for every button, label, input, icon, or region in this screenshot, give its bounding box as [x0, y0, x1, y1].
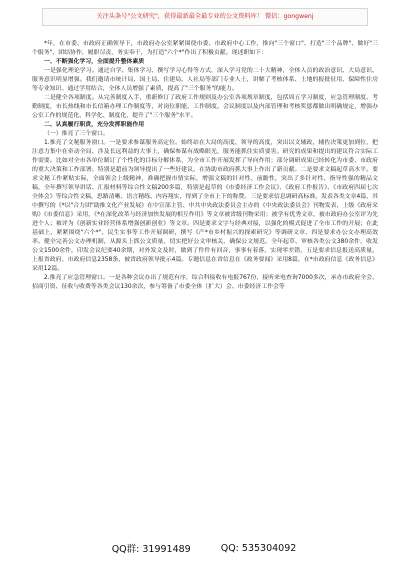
banner-text: 关注头条号"公文研究"，获得最新最全最专业的公文资料库！ 微信：gongwenj — [96, 13, 314, 20]
wechat-promo-banner — [42, 8, 368, 26]
document-body — [32, 40, 378, 292]
section-heading: 二、认真履行职责，充分发挥职能作用 — [44, 122, 145, 128]
qq-number: QQ: 535304092 — [220, 542, 297, 554]
body-paragraph: 2.推亮了应急管理窗口。一是各种会议办出了规范有序，综合科接收有电报767份，接听来电查询7000多次，承办市政府全会、招商引资、征收与收费等各类会议130余次，参与筹备了市委全体（扩大）会、市委经济工作会等 — [32, 275, 378, 290]
section-heading: 一、不断强化学习，全面提升整体素质 — [44, 59, 145, 65]
body-paragraph: 二是健全各项制度。从完善制度入手，重新修订了政府工作规则及办公室各项规章制度，包括周五学习制度，应急管理制度、考勤制度，市长热线和市长信箱办理工作制度等，对岗位职能、工作制度、会议制度以及内部管理和考核奖惩都做出明确规定，增强办公室工作的规范化、科学化、制度化，提升了"三个服务"水平。 — [32, 95, 378, 119]
subsection-heading: （一）推亮了三个窗口。 — [44, 131, 109, 137]
body-paragraph: *年，在市委、市政府正确领导下，市政府办公室紧紧围绕市委、市政府中心工作，推向"三个窗口"、打造"三个品牌"、做好"三个服务"，团结协作，履职尽责，务实奉干，为打造"六个*"作出了积极贡献。现述职如下： — [32, 41, 378, 56]
qq-group-number: QQ群: 31991489 — [111, 544, 191, 555]
body-paragraph: 1.推亮了文秘服务窗口。一是要求参谋服务高定位。始终站在大局的高度、领导的高度，突出以文辅政，辅佐决策更加到位，把注意力集中在牵动全局、涉及长远利益的大事上，确保参谋有战略眼光，服务能抓住实质要害。研究的成果和提出的建议符合实际工作需要。比如对全市各单位制订了个性化的目标分解体系，为全市工作开展发挥了导向作用；部分调研成果已经转化为市委、市政府的重大决策和工作部署。特别是超前为领导提出了一些好建议，在协助市政府抓大事上作出了新贡献。二是要求文稿起草高水平。要求文秘工作紧贴实际，全面领会上级精神，准确把握市情实际，增强文稿的针对性、前瞻性，突出了多针对性、指导性强的精品文稿，全年撰写领导讲话、汇报材料等综合性文稿200多篇，特别是起草的《市委经济工作会议》、《政府工作报告》、《市政府四届七次全体会》等综合性文稿，思路清晰、语言精练、内容翔实，得到了全市上下的称赞。三是要求信息调研高标准。发表各类文章4篇，其中撰写的《*以"合力团"助推文化产业发展》在中宣部主管、中共中央政法委员会主办的《中央政法委员会》刊物发表，上级《政府采购》《市委信息》采用，《*在深化改革与经济加快发展的相互作用》等文章被省级刊物采用；被学有优秀文章，被市政府办公室评为先进个人；被评为《创新实业经营体系增强创新创业》等文章。四是要求文字与经典对接，以强化的模式促进了全市工作的开展；在此基础上，紧紧围绕"六个*"、民生实事等工作开展调研，撰写《产*市乡村振兴的探索研究》等调研文章，四是要求办公文办理高效率。健全完善公文办理机制，从源头上抓公文质量，切实把好公文审核关，确保公文规范。全年起草、审核各类公文380余件，收发公文1500余件，印发会议纪要40余期，对外发文及时，做到了件件有回音，事事有着落，实现零差错，五是要求信息报送高质量。上报省政府、市政府信息2358条，被省政府领导批示4篇。专题信息在省信息在《政务要闻》采用8篇，在*市政府信息《政务信息》采用12篇。 — [32, 140, 378, 272]
body-paragraph: 一是强化理论学习。通过自学、集体学习、撰写学习心得等方式，深入学习党的二十大精神，全体人员的政治意识、大局意识、服务意识明显增强。我们邀请市统计局、国土局、住建局、人社局等部门专业人士，讲解了考核体系、土地的报批征用、保障性住房等专业知识。通过学用结合，全体人员增强了素质，提高了"三个服务"的能力。 — [32, 68, 378, 92]
contact-footer — [0, 538, 408, 558]
